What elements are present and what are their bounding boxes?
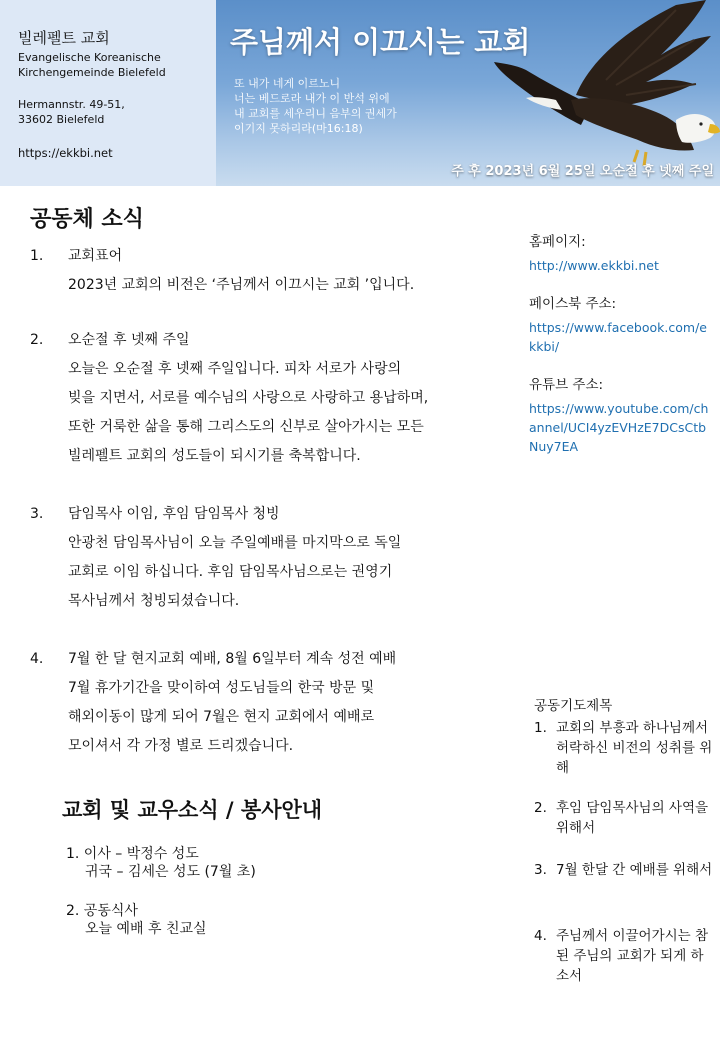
prayer-item-text: 7월 한달 간 예배를 위해서 bbox=[556, 862, 713, 878]
news-item-title: 교회표어 bbox=[68, 248, 123, 264]
news-item-number: 4. bbox=[30, 651, 44, 667]
news-item-body bbox=[68, 271, 500, 300]
address-line-2: 33602 Bielefeld bbox=[18, 113, 105, 126]
news-item-title: 오순절 후 넷째 주일 bbox=[68, 332, 190, 348]
news-item-title: 담임목사 이임, 후임 담임목사 청빙 bbox=[68, 506, 280, 522]
church-info-panel bbox=[0, 0, 216, 186]
members-news-line: 1. 이사 – 박정수 성도 bbox=[66, 846, 199, 862]
members-news-line: 오늘 예배 후 친교실 bbox=[85, 921, 207, 937]
homepage-link-block bbox=[529, 230, 709, 275]
prayer-item bbox=[534, 926, 716, 986]
news-body-line: 빌레펠트 교회의 성도들이 되시기를 축복합니다. bbox=[68, 448, 361, 464]
church-name: 빌레펠트 교회 bbox=[18, 29, 110, 47]
prayer-item-text: 교회의 부흥과 하나님께서 허락하신 비전의 성취를 위해 bbox=[556, 720, 713, 776]
news-item-number: 1. bbox=[30, 248, 44, 264]
address-line-1: Hermannstr. 49-51, bbox=[18, 98, 125, 111]
prayer-item-text: 주님께서 이끌어가시는 참 된 주님의 교회가 되게 하소서 bbox=[556, 928, 709, 984]
members-news-item bbox=[66, 902, 207, 938]
news-item-number: 2. bbox=[30, 332, 44, 348]
youtube-link[interactable]: https://www.youtube.com/channel/UCI4yzEVHzE7DCsCtbNuy7EA bbox=[529, 401, 709, 454]
header-banner bbox=[216, 0, 720, 186]
news-body-line: 7월 휴가기간을 맞이하여 성도님들의 한국 방문 및 bbox=[68, 680, 375, 696]
prayer-item bbox=[534, 860, 716, 880]
youtube-link-block bbox=[529, 373, 709, 456]
news-item-number: 3. bbox=[30, 506, 44, 522]
prayer-title: 공동기도제목 bbox=[534, 698, 613, 714]
members-news-heading: 교회 및 교우소식 / 봉사안내 bbox=[62, 798, 323, 822]
prayer-item-number: 2. bbox=[534, 800, 547, 816]
news-item bbox=[30, 326, 500, 471]
prayer-item-number: 1. bbox=[534, 720, 547, 736]
prayer-item-number: 4. bbox=[534, 928, 547, 944]
banner-title: 주님께서 이끄시는 교회 bbox=[230, 25, 531, 59]
youtube-label: 유튜브 주소: bbox=[529, 377, 604, 393]
church-org-name bbox=[18, 50, 166, 80]
facebook-link[interactable]: https://www.facebook.com/ekkbi/ bbox=[529, 320, 707, 354]
verse-line: 이기지 못하리라(마16:18) bbox=[234, 122, 363, 135]
verse-line: 너는 베드로라 내가 이 반석 위에 bbox=[234, 92, 390, 105]
verse-line: 또 내가 네게 이르노니 bbox=[234, 77, 341, 90]
news-item-body bbox=[68, 674, 500, 761]
news-body-line: 모이셔서 각 가정 별로 드리겠습니다. bbox=[68, 738, 294, 754]
news-body-line: 빚을 지면서, 서로를 예수님의 사랑으로 사랑하고 용납하며, bbox=[68, 390, 429, 406]
news-item-title: 7월 한 달 현지교회 예배, 8월 6일부터 계속 성전 예배 bbox=[68, 651, 397, 667]
news-item bbox=[30, 500, 500, 616]
news-body-line: 해외이동이 많게 되어 7월은 현지 교회에서 예배로 bbox=[68, 709, 375, 725]
news-body-line: 2023년 교회의 비전은 ‘주님께서 이끄시는 교회 ’입니다. bbox=[68, 277, 415, 293]
service-date: 주 후 2023년 6월 25일 오순절 후 넷째 주일 bbox=[451, 164, 714, 179]
members-news-item bbox=[66, 845, 256, 881]
members-news-line: 2. 공동식사 bbox=[66, 903, 138, 919]
news-item-body bbox=[68, 529, 500, 616]
news-body-line: 교회로 이임 하십니다. 후임 담임목사님으로는 권영기 bbox=[68, 564, 393, 580]
org-line-2: Kirchengemeinde Bielefeld bbox=[18, 66, 166, 79]
homepage-label: 홈페이지: bbox=[529, 234, 586, 250]
news-body-line: 목사님께서 청빙되셨습니다. bbox=[68, 593, 240, 609]
church-website[interactable]: https://ekkbi.net bbox=[18, 146, 113, 160]
news-body-line: 또한 거룩한 삶을 통해 그리스도의 신부로 살아가시는 모든 bbox=[68, 419, 424, 435]
verse-line: 내 교회를 세우리니 음부의 권세가 bbox=[234, 107, 397, 120]
homepage-link[interactable]: http://www.ekkbi.net bbox=[529, 258, 659, 273]
news-item-body bbox=[68, 355, 500, 471]
facebook-label: 페이스북 주소: bbox=[529, 296, 617, 312]
community-news-heading: 공동체 소식 bbox=[30, 207, 144, 232]
news-item bbox=[30, 645, 500, 761]
church-address bbox=[18, 97, 125, 127]
news-body-line: 안광천 담임목사님이 오늘 주일예배를 마지막으로 독일 bbox=[68, 535, 402, 551]
news-item bbox=[30, 242, 500, 300]
prayer-item bbox=[534, 718, 716, 778]
bible-verse bbox=[234, 76, 397, 136]
contact-links bbox=[529, 230, 709, 473]
prayer-item-number: 3. bbox=[534, 862, 547, 878]
prayer-item bbox=[534, 798, 716, 838]
members-news-line: 귀국 – 김세은 성도 (7월 초) bbox=[85, 864, 256, 880]
facebook-link-block bbox=[529, 292, 709, 356]
org-line-1: Evangelische Koreanische bbox=[18, 51, 161, 64]
prayer-item-text: 후임 담임목사님의 사역을 위해서 bbox=[556, 800, 709, 836]
news-body-line: 오늘은 오순절 후 넷째 주일입니다. 피차 서로가 사랑의 bbox=[68, 361, 402, 377]
